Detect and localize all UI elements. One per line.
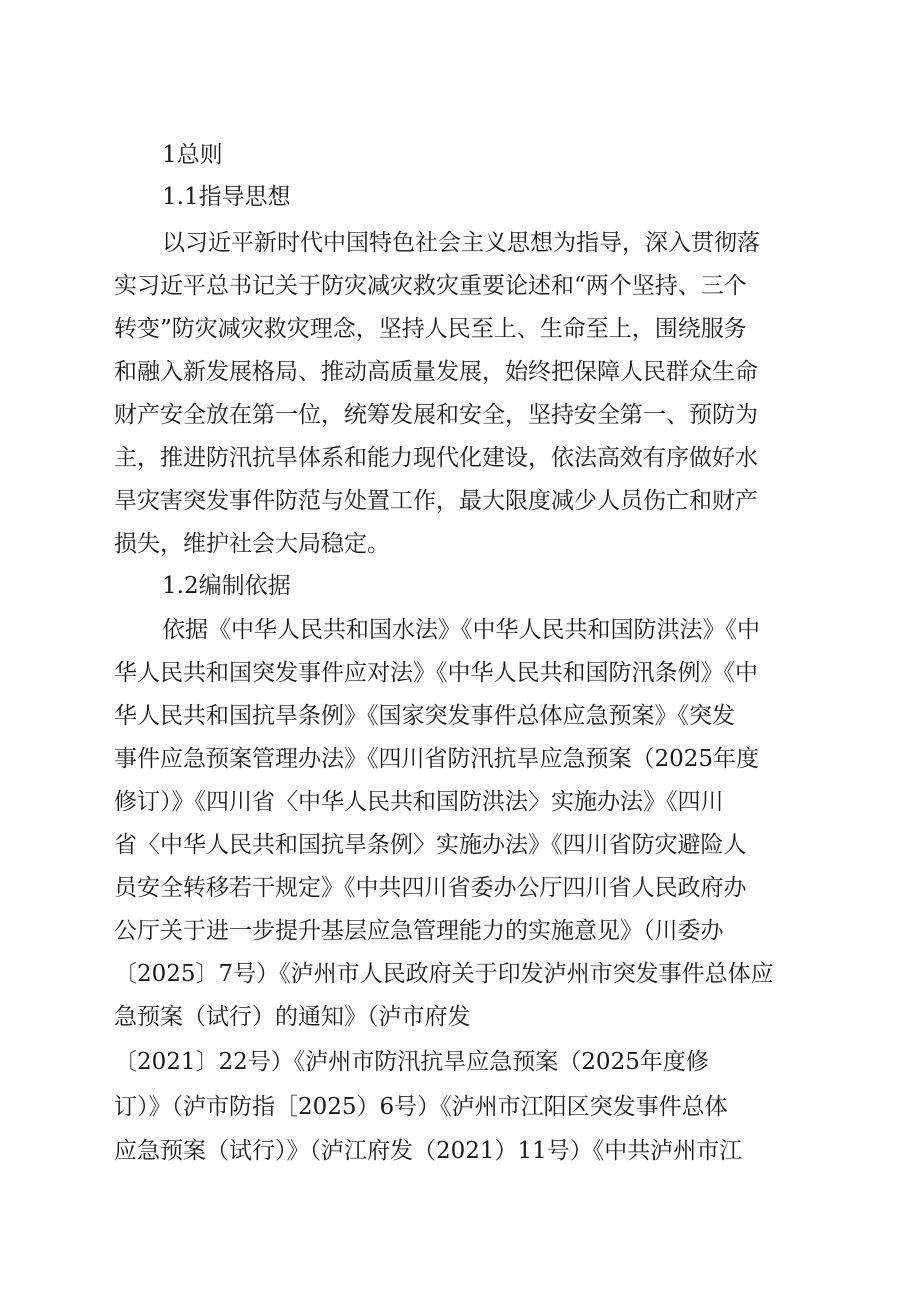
compilation-basis-line-5: 修订）》《四川省〈中华人民共和国防洪法〉实施办法》《四川 [114, 789, 724, 815]
compilation-basis-line-3: 华人民共和国抗旱条例》《国家突发事件总体应急预案》《突发 [114, 703, 735, 729]
section-1-1-title: 1.1指导思想 [162, 184, 291, 210]
compilation-basis-line-6: 省〈中华人民共和国抗旱条例〉实施办法》《四川省防灾避险人 [114, 832, 747, 858]
guiding-ideology-line-4: 和融入新发展格局、推动高质量发展，始终把保障人民群众生命 [114, 359, 758, 385]
section-1-2-title: 1.2编制依据 [162, 573, 291, 599]
guiding-ideology-line-7: 旱灾害突发事件防范与处置工作，最大限度减少人员伤亡和财产 [114, 488, 758, 514]
compilation-basis-line-1: 依据《中华人民共和国水法》《中华人民共和国防洪法》《中 [162, 617, 760, 643]
compilation-basis-line-2: 华人民共和国突发事件应对法》《中华人民共和国防汛条例》《中 [114, 660, 758, 686]
compilation-basis-line-7: 员安全转移若干规定》《中共四川省委办公厅四川省人民政府办 [114, 875, 747, 901]
guiding-ideology-line-5: 财产安全放在第一位，统筹发展和安全，坚持安全第一、预防为 [114, 402, 758, 428]
guiding-ideology-line-6: 主，推进防汛抗旱体系和能力现代化建设，依法高效有序做好水 [114, 445, 758, 471]
compilation-basis-line-12: 订）》（泸市防指［2025）6号）《泸州市江阳区突发事件总体 [114, 1094, 728, 1120]
compilation-basis-line-13: 应急预案（试行）》（泸江府发（2021）11号）《中共泸州市江 [114, 1138, 743, 1164]
guiding-ideology-line-3: 转变”防灾减灾救灾理念，坚持人民至上、生命至上，围绕服务 [114, 316, 747, 342]
section-1-title: 1总则 [162, 142, 223, 168]
guiding-ideology-line-1: 以习近平新时代中国特色社会主义思想为指导，深入贯彻落 [162, 230, 760, 256]
guiding-ideology-line-8: 损失，维护社会大局稳定。 [114, 531, 390, 557]
compilation-basis-line-10: 急预案（试行）的通知》（泸市府发 [114, 1004, 471, 1030]
compilation-basis-line-8: 公厅关于进一步提升基层应急管理能力的实施意见》（川委办 [114, 918, 724, 944]
compilation-basis-line-9: 〔2025〕7号）《泸州市人民政府关于印发泸州市突发事件总体应 [114, 961, 774, 987]
compilation-basis-line-4: 事件应急预案管理办法》《四川省防汛抗旱应急预案（2025年度 [114, 746, 760, 772]
guiding-ideology-line-2: 实习近平总书记关于防灾减灾救灾重要论述和“两个坚持、三个 [114, 273, 747, 299]
compilation-basis-line-11: 〔2021〕22号）《泸州市防汛抗旱应急预案（2025年度修 [114, 1049, 709, 1075]
